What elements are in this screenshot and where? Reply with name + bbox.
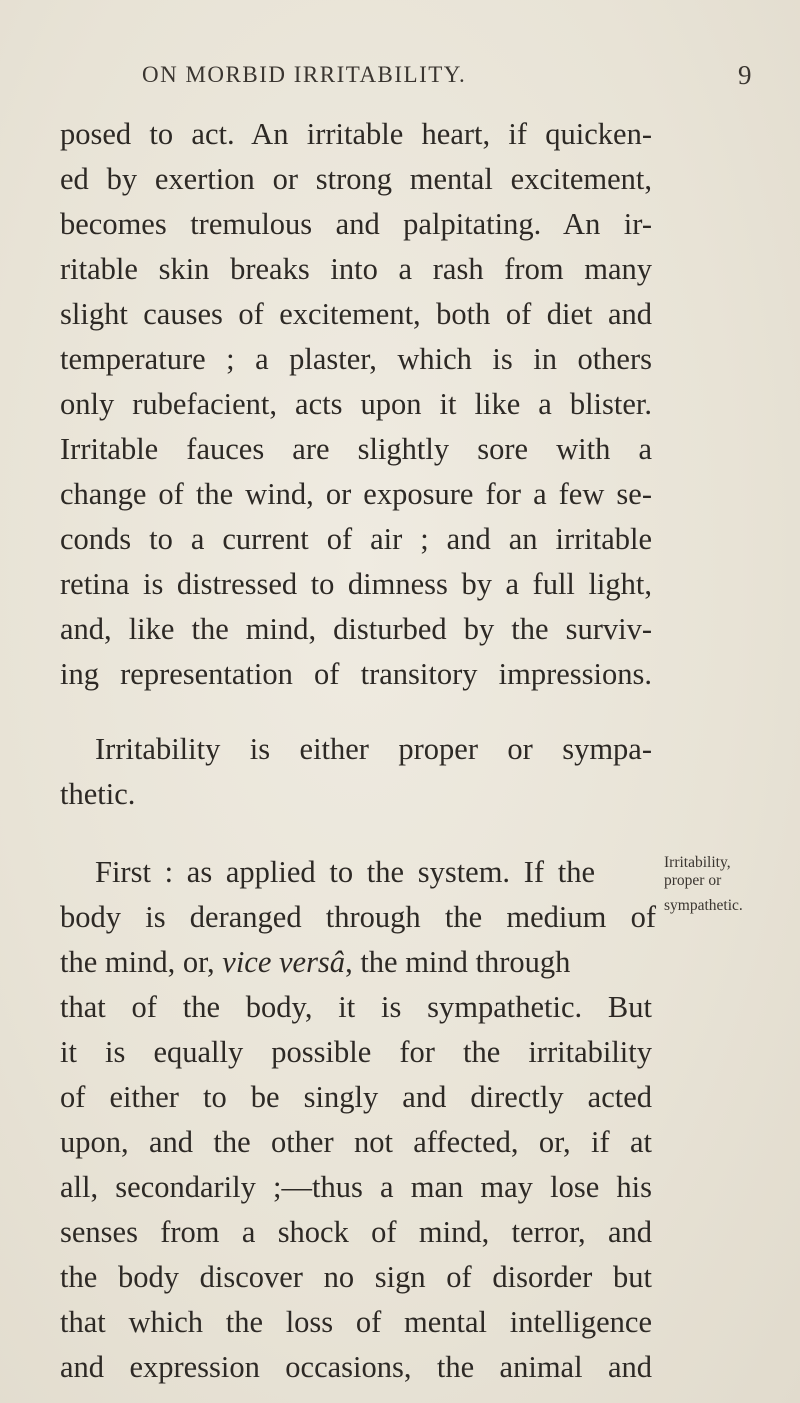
text-line: ing representation of transitory impressions. xyxy=(60,657,652,691)
text-line: upon, and the other not affected, or, if at xyxy=(60,1125,652,1159)
text-line: retina is distressed to dimness by a full light, xyxy=(60,567,652,601)
italic-phrase: vice versâ xyxy=(222,945,346,979)
text-line: ritable skin breaks into a rash from many xyxy=(60,252,652,286)
text-line: becomes tremulous and palpitating. An ir- xyxy=(60,207,652,241)
text-line: slight causes of excitement, both of diet and xyxy=(60,297,652,331)
text-line: the body discover no sign of disorder but xyxy=(60,1260,652,1294)
text-line: senses from a shock of mind, terror, and xyxy=(60,1215,652,1249)
text-line: posed to act. An irritable heart, if quicken- xyxy=(60,117,652,151)
text-line: ed by exertion or strong mental excitement, xyxy=(60,162,652,196)
text-line: change of the wind, or exposure for a few se- xyxy=(60,477,652,511)
text-line: that which the loss of mental intelligence xyxy=(60,1305,652,1339)
text-line: all, secondarily ;—thus a man may lose his xyxy=(60,1170,652,1204)
text-line: Irritable fauces are slightly sore with a xyxy=(60,432,652,466)
text-line: it is equally possible for the irritability xyxy=(60,1035,652,1069)
text-line: First : as applied to the system. If the xyxy=(95,855,595,889)
page-number: 9 xyxy=(738,60,752,90)
running-title: ON MORBID IRRITABILITY. xyxy=(142,62,467,87)
margin-note-line: proper or xyxy=(664,872,722,889)
text-line: the mind, or, vice versâ, the mind through xyxy=(60,945,571,979)
text-line: and, like the mind, disturbed by the surviv- xyxy=(60,612,652,646)
text-line: and expression occasions, the animal and xyxy=(60,1350,652,1384)
text-line: body is deranged through the medium of xyxy=(60,900,656,934)
text-line: conds to a current of air ; and an irritable xyxy=(60,522,652,556)
text-line: thetic. xyxy=(60,777,136,811)
text-line: only rubefacient, acts upon it like a blister. xyxy=(60,387,652,421)
text-line: Irritability is either proper or sympa- xyxy=(95,732,652,766)
margin-note-line: sympathetic. xyxy=(664,897,743,914)
text-line: temperature ; a plaster, which is in others xyxy=(60,342,652,376)
margin-note-line: Irritability, xyxy=(664,854,731,871)
text-line: that of the body, it is sympathetic. But xyxy=(60,990,652,1024)
text-line: of either to be singly and directly acted xyxy=(60,1080,652,1114)
